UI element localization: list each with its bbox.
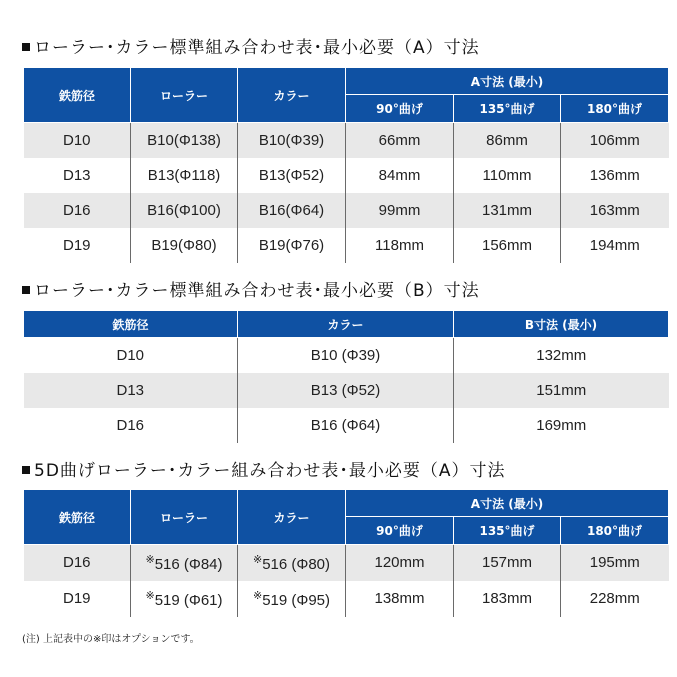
header-collar: カラー (238, 311, 454, 338)
cell-roller (131, 545, 238, 581)
header-rebar: 鉄筋径 (24, 311, 238, 338)
cell-roller-text: 516 (Φ84) (154, 555, 223, 573)
cell-a135: 131mm (454, 193, 561, 228)
cell-a135: 183mm (454, 581, 561, 617)
cell-collar: B13 (Φ52) (238, 373, 454, 408)
cell-a90: 84mm (346, 158, 454, 193)
header-rebar: 鉄筋径 (24, 490, 131, 545)
cell-a90: 120mm (346, 545, 454, 581)
header-bend-180: 180°曲げ (561, 517, 669, 545)
cell-rebar: D13 (24, 373, 238, 408)
header-roller: ローラー (131, 490, 238, 545)
option-mark: ※ (252, 589, 263, 602)
cell-b: 132mm (454, 338, 669, 373)
cell-collar: B16(Φ64) (238, 193, 346, 228)
cell-rebar: D19 (24, 228, 131, 263)
cell-a90: 66mm (346, 123, 454, 158)
bullet-square-icon (22, 43, 30, 51)
cell-a180: 106mm (561, 123, 669, 158)
cell-a135: 157mm (454, 545, 561, 581)
table-row (24, 338, 669, 373)
table-b-dimension (23, 310, 669, 443)
table-row (24, 193, 669, 228)
cell-a90: 118mm (346, 228, 454, 263)
header-a-dimension: A寸法 (最小) (346, 490, 669, 517)
table-row (24, 158, 669, 193)
table-row (24, 228, 669, 263)
cell-a180: 228mm (561, 581, 669, 617)
section1-title-text: ローラー･カラー標準組み合わせ表･最小必要（A）寸法 (34, 38, 480, 58)
cell-rebar: D13 (24, 158, 131, 193)
cell-b: 169mm (454, 408, 669, 443)
cell-a135: 156mm (454, 228, 561, 263)
cell-rebar: D16 (24, 545, 131, 581)
cell-a135: 110mm (454, 158, 561, 193)
table-row (24, 581, 669, 617)
option-mark: ※ (252, 553, 263, 566)
header-collar: カラー (238, 68, 346, 123)
bullet-square-icon (22, 286, 30, 294)
cell-collar (238, 581, 346, 617)
header-bend-135: 135°曲げ (454, 517, 561, 545)
section3-title (22, 456, 506, 481)
cell-collar-text: 519 (Φ95) (262, 591, 331, 609)
cell-rebar: D16 (24, 193, 131, 228)
cell-roller: B10(Φ138) (131, 123, 238, 158)
table-row (24, 408, 669, 443)
cell-roller: B13(Φ118) (131, 158, 238, 193)
header-b-dimension: B寸法 (最小) (454, 311, 669, 338)
cell-roller (131, 581, 238, 617)
cell-collar: B10 (Φ39) (238, 338, 454, 373)
cell-collar: B10(Φ39) (238, 123, 346, 158)
cell-collar-text: 516 (Φ80) (262, 555, 331, 573)
option-mark: ※ (145, 589, 155, 602)
bullet-square-icon (22, 466, 30, 474)
cell-collar: B13(Φ52) (238, 158, 346, 193)
header-bend-90: 90°曲げ (346, 517, 454, 545)
cell-roller: B16(Φ100) (131, 193, 238, 228)
cell-rebar: D16 (24, 408, 238, 443)
table-row (24, 123, 669, 158)
table-a-dimension (23, 67, 669, 263)
cell-a180: 195mm (561, 545, 669, 581)
footnote: (注) 上記表中の※印はオプションです。 (22, 634, 200, 645)
header-roller: ローラー (131, 68, 238, 123)
cell-roller-text: 519 (Φ61) (154, 591, 223, 609)
cell-a135: 86mm (454, 123, 561, 158)
cell-b: 151mm (454, 373, 669, 408)
table-row (24, 545, 669, 581)
section2-title-text: ローラー･カラー標準組み合わせ表･最小必要（B）寸法 (34, 281, 480, 301)
cell-collar: B16 (Φ64) (238, 408, 454, 443)
cell-a90: 99mm (346, 193, 454, 228)
cell-collar (238, 545, 346, 581)
section2-title (22, 276, 480, 301)
header-a-dimension: A寸法 (最小) (346, 68, 669, 95)
cell-rebar: D10 (24, 123, 131, 158)
table-5d-a-dimension (23, 489, 669, 617)
table-row (24, 373, 669, 408)
option-mark: ※ (145, 553, 155, 566)
cell-a180: 136mm (561, 158, 669, 193)
section1-title (22, 33, 480, 58)
cell-rebar: D19 (24, 581, 131, 617)
header-bend-135: 135°曲げ (454, 95, 561, 123)
cell-collar: B19(Φ76) (238, 228, 346, 263)
section3-title-text: 5D曲げローラー･カラー組み合わせ表･最小必要（A）寸法 (34, 461, 506, 481)
cell-roller: B19(Φ80) (131, 228, 238, 263)
header-bend-90: 90°曲げ (346, 95, 454, 123)
header-collar: カラー (238, 490, 346, 545)
header-rebar: 鉄筋径 (24, 68, 131, 123)
cell-a180: 194mm (561, 228, 669, 263)
header-bend-180: 180°曲げ (561, 95, 669, 123)
cell-rebar: D10 (24, 338, 238, 373)
cell-a180: 163mm (561, 193, 669, 228)
cell-a90: 138mm (346, 581, 454, 617)
